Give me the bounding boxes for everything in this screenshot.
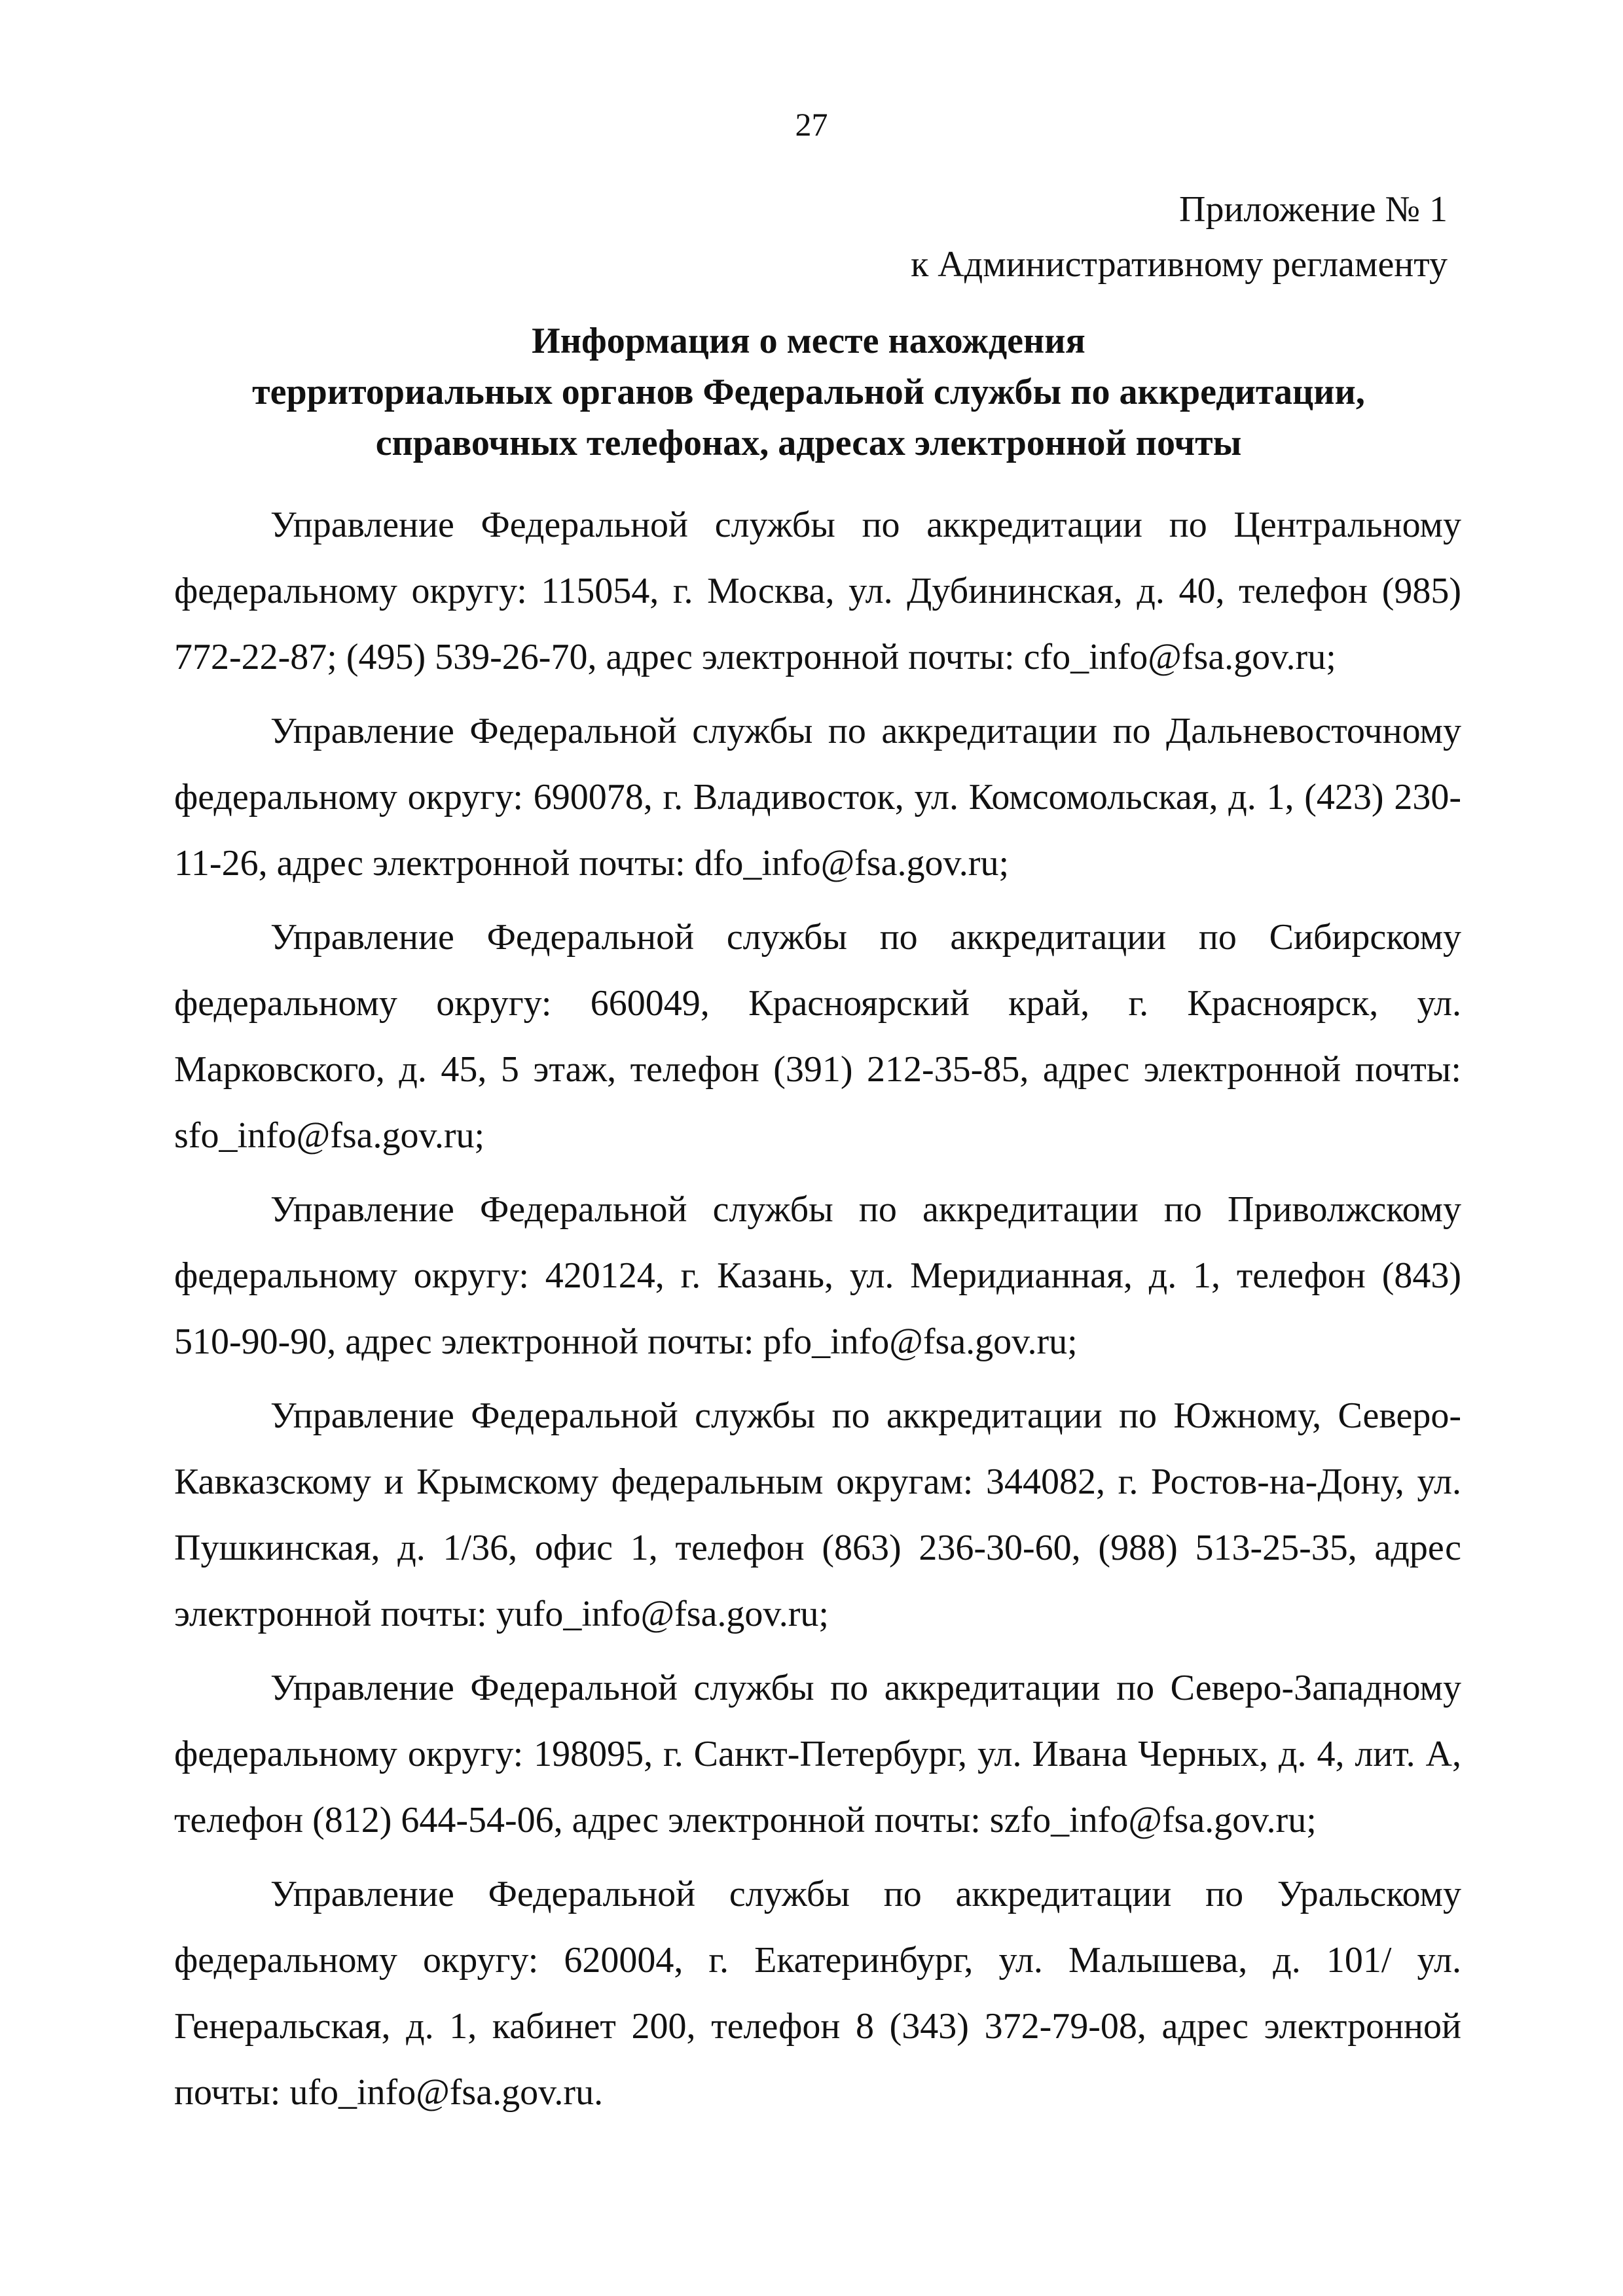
office-ural: Управление Федеральной службы по аккредитации по Уральскому федеральному округу: 620004, г. Екатеринбург, ул. Малышева, д. 101/ ул. Генеральская, д. 1, кабинет 200, телефон 8 (343) 372-79-08, адрес электронной почты: ufo_info@fsa.gov.ru. xyxy=(174,1874,1461,2113)
title-line-2: территориальных органов Федеральной службы по аккредитации, xyxy=(252,372,1365,412)
offices-list xyxy=(174,492,1461,2134)
office-northwestern: Управление Федеральной службы по аккредитации по Северо-Западному федеральному округу: 198095, г. Санкт-Петербург, ул. Ивана Черных, д. 4, лит. А, телефон (812) 644-54-06, адрес электронной почты: szfo_info@fsa.gov.ru; xyxy=(174,1668,1461,1840)
title-line-3: справочных телефонах, адресах электронной почты xyxy=(375,423,1242,463)
appendix-reference xyxy=(662,182,1448,292)
title-line-1: Информация о месте нахождения xyxy=(532,321,1085,361)
office-siberian: Управление Федеральной службы по аккредитации по Сибирскому федеральному округу: 660049, Красноярский край, г. Красноярск, ул. Марковского, д. 45, 5 этаж, телефон (391) 212-35-85, адрес электронной почты: sfo_info@fsa.gov.ru; xyxy=(174,917,1461,1156)
office-southern: Управление Федеральной службы по аккредитации по Южному, Северо-Кавказскому и Крымскому федеральным округам: 344082, г. Ростов-на-Дону, ул. Пушкинская, д. 1/36, офис 1, телефон (863) 236-30-60, (988) 513-25-35, адрес электронной почты: yufo_info@fsa.gov.ru; xyxy=(174,1395,1461,1634)
document-title xyxy=(170,315,1447,469)
office-volga: Управление Федеральной службы по аккредитации по Приволжскому федеральному округу: 420124, г. Казань, ул. Меридианная, д. 1, телефон (843) 510-90-90, адрес электронной почты: pfo_info@fsa.gov.ru; xyxy=(174,1189,1461,1362)
office-far-eastern: Управление Федеральной службы по аккредитации по Дальневосточному федеральному округу: 690078, г. Владивосток, ул. Комсомольская, д. 1, (423) 230-11-26, адрес электронной почты: dfo_info@fsa.gov.ru; xyxy=(174,711,1461,884)
appendix-regulation: к Административному регламенту xyxy=(911,244,1448,285)
appendix-number: Приложение № 1 xyxy=(1179,189,1448,230)
office-central: Управление Федеральной службы по аккредитации по Центральному федеральному округу: 115054, г. Москва, ул. Дубининская, д. 40, телефон (985) 772-22-87; (495) 539-26-70, адрес электронной почты: cfo_info@fsa.gov.ru; xyxy=(174,505,1461,677)
page-number: 27 xyxy=(795,106,828,143)
